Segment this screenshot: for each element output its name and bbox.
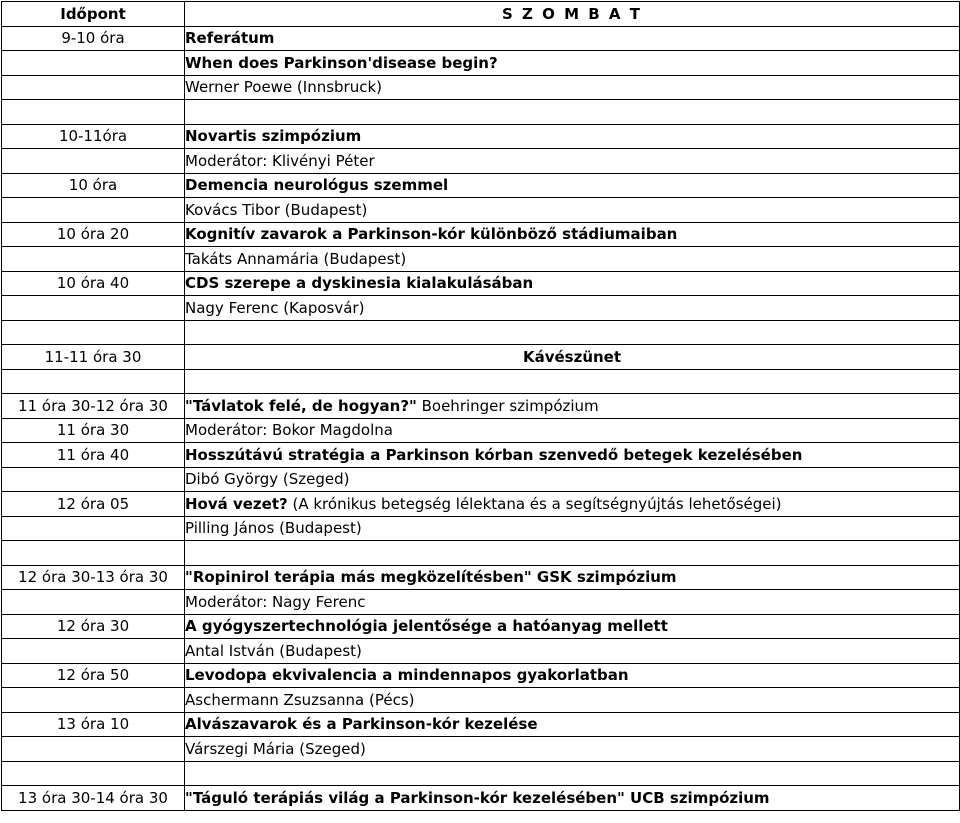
time-cell: 13 óra 10: [2, 712, 185, 737]
time-cell: [2, 590, 185, 615]
time-cell: [2, 75, 185, 100]
description-cell: [185, 443, 960, 468]
schedule-row: [2, 100, 960, 125]
time-cell: [2, 369, 185, 394]
time-cell: 12 óra 30: [2, 614, 185, 639]
description-cell: [185, 590, 960, 615]
title-text: Alvászavarok és a Parkinson-kór kezelése: [185, 715, 538, 734]
description-cell: [185, 271, 960, 296]
description-cell: [185, 418, 960, 443]
description-cell: [185, 75, 960, 100]
description-cell: [185, 737, 960, 762]
detail-text: Aschermann Zsuzsanna (Pécs): [185, 690, 415, 709]
time-cell: [2, 198, 185, 223]
schedule-row: [2, 492, 960, 517]
time-cell: 11 óra 40: [2, 443, 185, 468]
time-cell: 11-11 óra 30: [2, 345, 185, 370]
time-cell: 10-11óra: [2, 124, 185, 149]
schedule-row: [2, 712, 960, 737]
schedule-row: [2, 688, 960, 713]
detail-text: (A krónikus betegség lélektana és a segítségnyújtás lehetőségei): [287, 494, 782, 513]
schedule-row: [2, 639, 960, 664]
header-day-cell: S Z O M B A T: [185, 2, 960, 27]
description-cell: [185, 149, 960, 174]
schedule-row: [2, 590, 960, 615]
detail-text: Moderátor: Bokor Magdolna: [185, 421, 393, 440]
schedule-row: [2, 173, 960, 198]
title-text: "Távlatok felé, de hogyan?": [185, 396, 417, 415]
schedule-row: [2, 26, 960, 51]
description-cell: [185, 492, 960, 517]
time-cell: 12 óra 30-13 óra 30: [2, 565, 185, 590]
title-text: When does Parkinson'disease begin?: [185, 53, 498, 72]
title-text: CDS szerepe a dyskinesia kialakulásában: [185, 274, 534, 293]
schedule-body: [2, 2, 960, 811]
description-cell: [185, 369, 960, 394]
detail-text: Nagy Ferenc (Kaposvár): [185, 298, 365, 317]
detail-text: Takáts Annamária (Budapest): [185, 249, 407, 268]
time-cell: 12 óra 05: [2, 492, 185, 517]
description-cell: [185, 296, 960, 321]
schedule-row: [2, 737, 960, 762]
title-text: Kognitív zavarok a Parkinson-kór különböző stádiumaiban: [185, 225, 678, 244]
schedule-row: [2, 345, 960, 370]
description-cell: [185, 639, 960, 664]
header-time-cell: Időpont: [2, 2, 185, 27]
time-cell: [2, 516, 185, 541]
description-cell: [185, 394, 960, 419]
time-cell: 10 óra 40: [2, 271, 185, 296]
time-cell: [2, 51, 185, 76]
schedule-row: [2, 663, 960, 688]
time-cell: [2, 467, 185, 492]
schedule-row: [2, 418, 960, 443]
description-cell: [185, 614, 960, 639]
title-text: Referátum: [185, 29, 275, 48]
detail-text: Kovács Tibor (Budapest): [185, 200, 368, 219]
description-cell: [185, 173, 960, 198]
title-text: Hová vezet?: [185, 494, 288, 513]
description-cell: [185, 761, 960, 786]
break-cell: Kávészünet: [185, 345, 960, 370]
description-cell: [185, 247, 960, 272]
time-cell: [2, 761, 185, 786]
title-text: Demencia neurológus szemmel: [185, 176, 449, 195]
title-text: Levodopa ekvivalencia a mindennapos gyakorlatban: [185, 666, 629, 685]
schedule-row: [2, 75, 960, 100]
detail-text: Boehringer szimpózium: [416, 396, 599, 415]
time-cell: [2, 320, 185, 345]
time-cell: [2, 247, 185, 272]
description-cell: [185, 712, 960, 737]
description-cell: [185, 320, 960, 345]
schedule-row: [2, 149, 960, 174]
time-cell: [2, 149, 185, 174]
detail-text: Moderátor: Klivényi Péter: [185, 151, 375, 170]
time-cell: [2, 737, 185, 762]
time-cell: 10 óra 20: [2, 222, 185, 247]
time-cell: 11 óra 30-12 óra 30: [2, 394, 185, 419]
schedule-row: [2, 786, 960, 811]
schedule-row: [2, 516, 960, 541]
schedule-row: [2, 320, 960, 345]
schedule-row: [2, 394, 960, 419]
detail-text: Werner Poewe (Innsbruck): [185, 78, 383, 97]
title-text: "Táguló terápiás világ a Parkinson-kór kezelésében" UCB szimpózium: [185, 788, 770, 807]
time-cell: 10 óra: [2, 173, 185, 198]
schedule-row: [2, 296, 960, 321]
description-cell: [185, 688, 960, 713]
time-cell: 13 óra 30-14 óra 30: [2, 786, 185, 811]
detail-text: Pilling János (Budapest): [185, 519, 362, 538]
description-cell: [185, 541, 960, 566]
time-cell: 9-10 óra: [2, 26, 185, 51]
time-cell: 12 óra 50: [2, 663, 185, 688]
description-cell: [185, 51, 960, 76]
schedule-row: [2, 247, 960, 272]
time-cell: [2, 100, 185, 125]
schedule-row: [2, 443, 960, 468]
schedule-table: [1, 1, 960, 811]
schedule-row: [2, 198, 960, 223]
description-cell: [185, 222, 960, 247]
detail-text: Dibó György (Szeged): [185, 470, 350, 489]
description-cell: [185, 516, 960, 541]
detail-text: Várszegi Mária (Szeged): [185, 739, 366, 758]
detail-text: Antal István (Budapest): [185, 641, 362, 660]
description-cell: [185, 786, 960, 811]
description-cell: [185, 198, 960, 223]
schedule-row: [2, 467, 960, 492]
description-cell: [185, 565, 960, 590]
schedule-row: [2, 369, 960, 394]
schedule-row: [2, 761, 960, 786]
title-text: A gyógyszertechnológia jelentősége a hatóanyag mellett: [185, 617, 668, 636]
detail-text: Moderátor: Nagy Ferenc: [185, 592, 366, 611]
time-cell: 11 óra 30: [2, 418, 185, 443]
title-text: Hosszútávú stratégia a Parkinson kórban szenvedő betegek kezelésében: [185, 445, 803, 464]
schedule-row: [2, 124, 960, 149]
title-text: Novartis szimpózium: [185, 127, 362, 146]
time-cell: [2, 541, 185, 566]
time-cell: [2, 688, 185, 713]
description-cell: [185, 663, 960, 688]
schedule-row: [2, 222, 960, 247]
schedule-row: [2, 51, 960, 76]
description-cell: [185, 100, 960, 125]
schedule-row: [2, 565, 960, 590]
time-cell: [2, 639, 185, 664]
time-cell: [2, 296, 185, 321]
header-row: [2, 2, 960, 27]
title-text: "Ropinirol terápia más megközelítésben" GSK szimpózium: [185, 568, 677, 587]
description-cell: [185, 467, 960, 492]
description-cell: [185, 26, 960, 51]
schedule-row: [2, 614, 960, 639]
schedule-row: [2, 541, 960, 566]
description-cell: [185, 124, 960, 149]
schedule-row: [2, 271, 960, 296]
